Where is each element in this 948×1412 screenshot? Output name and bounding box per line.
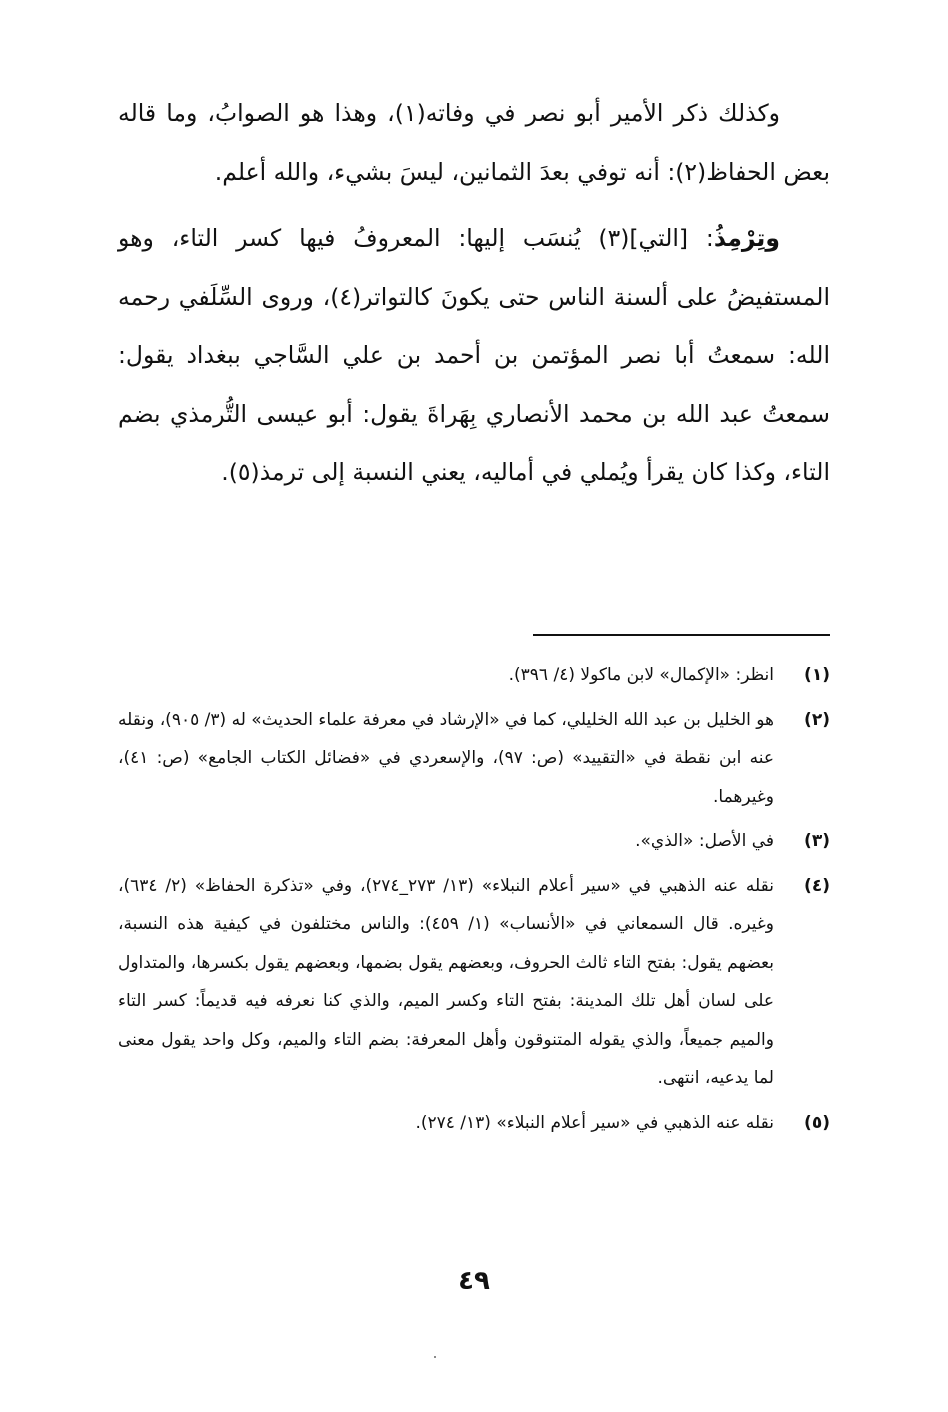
page-number: ٤٩ (458, 1266, 490, 1296)
footnote-2 (118, 701, 830, 817)
footnote-text: نقله عنه الذهبي في «سير أعلام النبلاء» (١٣/ ٢٧٤). (415, 1112, 774, 1133)
footnote-text: انظر: «الإكمال» لابن ماكولا (٤/ ٣٩٦). (508, 665, 774, 685)
footnote-4 (118, 867, 830, 1098)
footnote-number: (٥) (804, 1112, 830, 1133)
footnote-text: هو الخليل بن عبد الله الخليلي، كما في «الإرشاد في معرفة علماء الحديث» له (٣/ ٩٠٥)، ونقله عنه ابن نقطة في «التقييد» (ص: ٩٧)، والإسعردي في «فضائل الكتاب الجامع» (ص: ٤١)، وغيرهما. (118, 709, 775, 807)
paragraph-2 (118, 209, 830, 502)
footnote-5 (118, 1104, 830, 1143)
footnote-divider (533, 634, 830, 636)
paragraph-lead-word: وتِرْمِذُ (713, 224, 780, 252)
scan-speck (434, 1356, 436, 1358)
footnote-3 (118, 822, 830, 861)
footnote-number: (٣) (804, 831, 830, 851)
footnote-text: نقله عنه الذهبي في «سير أعلام النبلاء» (١٣/ ٢٧٣_٢٧٤)، وفي «تذكرة الحفاظ» (٢/ ٦٣٤)، وغيره. قال السمعاني في «الأنساب» (١/ ٤٥٩): والناس مختلفون في كيفية هذه النسبة، بعضهم يقول: بفتح التاء ثالث الحروف، وبعضهم يقول بضمها، وبعضهم يقول بكسرها، والمتداول على لسان أهل تلك المدينة: بفتح التاء وكسر الميم، والذي كنا نعرفه فيه قديماً: كسر التاء والميم جميعاً، والذي يقوله المتنوقون وأهل المعرفة: بضم التاء والميم، وكل واحد يقول معنى لما يدعيه، انتهى. (118, 875, 775, 1088)
footnotes (118, 656, 830, 1148)
footnote-number: (٤) (804, 875, 830, 896)
paragraph-1 (118, 84, 830, 201)
footnote-1 (118, 656, 830, 695)
main-text (118, 84, 830, 510)
paragraph-text: : [التي](٣) يُنسَب إليها: المعروفُ فيها كسر التاء، وهو المستفيضُ على ألسنة الناس حتى يكونَ كالتواتر(٤)، وروى السِّلَفي رحمه الله: سمعتُ أبا نصر المؤتمن بن أحمد بن علي السَّاجي ببغداد يقول: سمعتُ عبد الله بن محمد الأنصاري بِهَراةَ يقول: أبو عيسى التُّرمذي بضم التاء، وكذا كان يقرأ ويُملي في أماليه، يعني النسبة إلى ترمذ(٥). (118, 224, 830, 486)
footnote-number: (٢) (804, 709, 830, 730)
paragraph-text: وكذلك ذكر الأمير أبو نصر في وفاته(١)، وهذا هو الصوابُ، وما قاله بعض الحفاظ(٢): أنه توفي بعدَ الثمانين، ليسَ بشيء، والله أعلم. (118, 99, 830, 186)
footnote-text: في الأصل: «الذي». (635, 831, 774, 851)
footnote-number: (١) (804, 665, 830, 685)
